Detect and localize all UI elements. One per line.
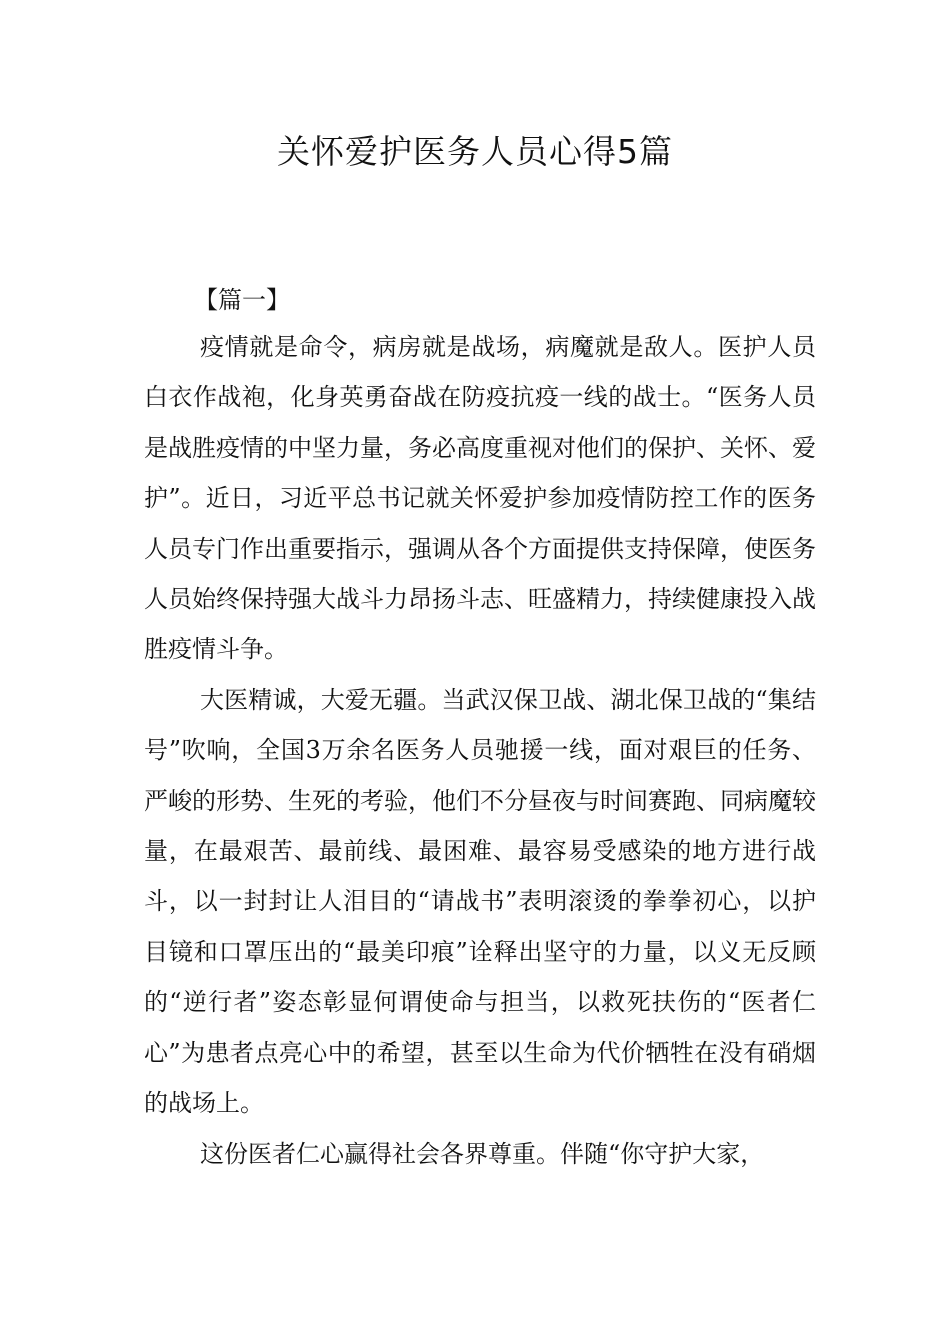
document-title: 关怀爱护医务人员心得5篇 bbox=[277, 132, 673, 171]
section-label: 【篇一】 bbox=[194, 286, 290, 314]
paragraph-2: 大医精诚，大爱无疆。当武汉保卫战、湖北保卫战的“集结号”吹响，全国3万余名医务人员驰援一线，面对艰巨的任务、严峻的形势、生死的考验，他们不分昼夜与时间赛跑、同病魔较量，在最艰苦、最前线、最困难、最容易受感染的地方进行战斗，以一封封让人泪目的“请战书”表明滚烫的拳拳初心，以护目镜和口罩压出的“最美印痕”诠释出坚守的力量，以义无反顾的“逆行者”姿态彰显何谓使命与担当，以救死扶伤的“医者仁心”为患者点亮心中的希望，甚至以生命为代价牺牲在没有硝烟的战场上。 bbox=[144, 685, 816, 1118]
paragraph-3: 这份医者仁心赢得社会各界尊重。伴随“你守护大家， bbox=[200, 1139, 765, 1168]
paragraph-1: 疫情就是命令，病房就是战场，病魔就是敌人。医护人员白衣作战袍，化身英勇奋战在防疫抗疫一线的战士。“医务人员是战胜疫情的中坚力量，务必高度重视对他们的保护、关怀、爱护”。近日，习近平总书记就关怀爱护参加疫情防控工作的医务人员专门作出重要指示，强调从各个方面提供支持保障，使医务人员始终保持强大战斗力昂扬斗志、旺盛精力，持续健康投入战胜疫情斗争。 bbox=[144, 333, 816, 664]
document-body bbox=[144, 322, 816, 1179]
